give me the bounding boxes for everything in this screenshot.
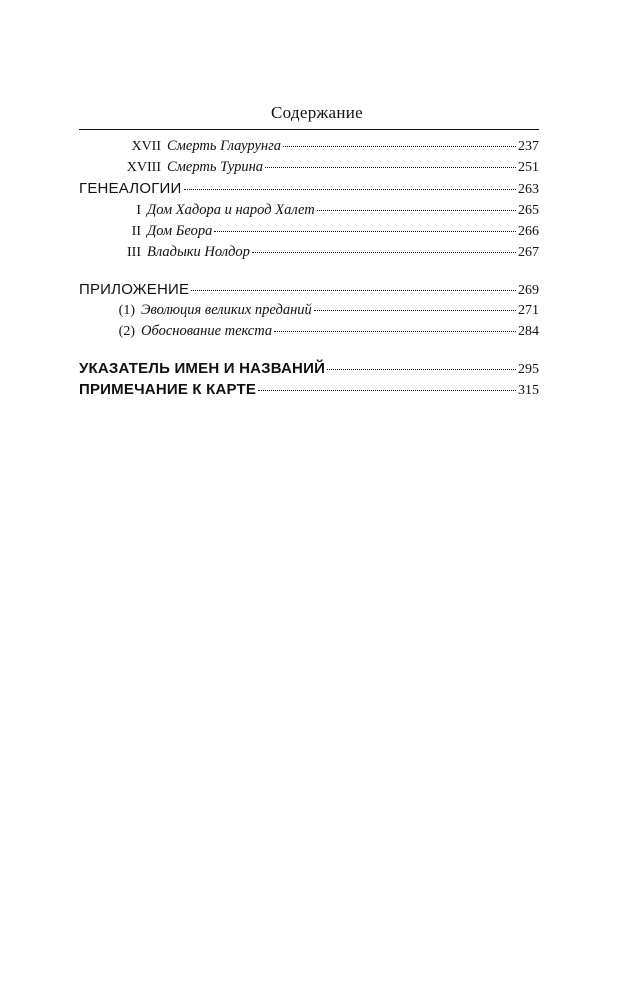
toc-entry-appendix[interactable] <box>79 281 539 299</box>
toc-entry-number: (1) <box>118 303 135 318</box>
toc-entry-number: XVII <box>131 139 161 154</box>
header-rule <box>79 129 539 130</box>
toc-entry-number: III <box>127 245 141 260</box>
dot-leader <box>214 231 516 232</box>
running-head: Содержание <box>270 103 364 122</box>
dot-leader <box>317 210 516 211</box>
toc-entry-page: 263 <box>518 182 539 197</box>
toc-entry-page: 267 <box>518 245 539 260</box>
toc-entry-genealogy-1[interactable] <box>79 202 539 219</box>
toc-entry-page: 237 <box>518 139 539 154</box>
toc-entry-title: Смерть Турина <box>167 159 264 175</box>
toc-entry-number: II <box>131 224 141 239</box>
dot-leader <box>274 331 516 332</box>
toc-entry-title: Смерть Глаурунга <box>167 138 281 154</box>
dot-leader <box>252 252 516 253</box>
toc-entry-index[interactable] <box>79 360 539 378</box>
toc-entry-appendix-1[interactable] <box>79 302 539 319</box>
toc-entry-page: 251 <box>518 160 539 175</box>
toc-entry-page: 295 <box>518 362 539 377</box>
toc-entry-page: 315 <box>518 383 539 398</box>
dot-leader <box>258 390 516 391</box>
dot-leader <box>283 146 516 147</box>
dot-leader <box>314 310 516 311</box>
toc-entry-title: Владыки Нолдор <box>147 244 250 260</box>
toc-entry-genealogies[interactable] <box>79 180 539 198</box>
toc-entry-number: I <box>136 203 141 218</box>
toc-entry-title: Дом Хадора и народ Халет <box>147 202 315 218</box>
dot-leader <box>265 167 516 168</box>
dot-leader <box>184 189 517 190</box>
toc-entry-title: ПРИЛОЖЕНИЕ <box>79 281 190 298</box>
toc-entry-appendix-2[interactable] <box>79 323 539 340</box>
toc-entry-page: 271 <box>518 303 539 318</box>
toc-entry-page: 265 <box>518 203 539 218</box>
toc-entry-number: XVIII <box>126 160 161 175</box>
toc-entry-chapter-18[interactable] <box>79 159 539 176</box>
toc-entry-page: 269 <box>518 283 539 298</box>
toc-entry-title: ГЕНЕАЛОГИИ <box>79 180 182 197</box>
dot-leader <box>327 369 516 370</box>
toc-entry-map-note[interactable] <box>79 381 539 399</box>
toc-entry-title: ПРИМЕЧАНИЕ К КАРТЕ <box>79 381 257 398</box>
toc-entry-genealogy-2[interactable] <box>79 223 539 240</box>
toc-entry-title: Обоснование текста <box>141 323 273 339</box>
toc-entry-title: Эволюция великих преданий <box>141 302 312 318</box>
toc-entry-chapter-17[interactable] <box>79 138 539 155</box>
toc-entry-page: 266 <box>518 224 539 239</box>
dot-leader <box>191 290 516 291</box>
toc-entry-number: (2) <box>118 324 135 339</box>
toc-entry-title: Дом Беора <box>147 223 213 239</box>
toc-entry-title: УКАЗАТЕЛЬ ИМЕН И НАЗВАНИЙ <box>79 360 326 377</box>
toc-entry-page: 284 <box>518 324 539 339</box>
toc-entry-genealogy-3[interactable] <box>79 244 539 261</box>
